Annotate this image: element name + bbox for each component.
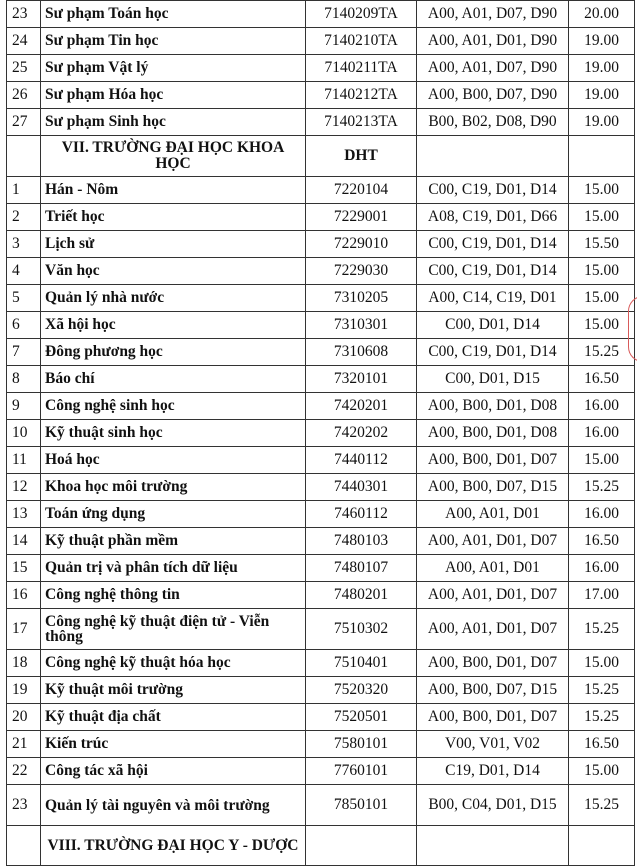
code-cell: 7310301 — [306, 312, 417, 339]
code-cell: 7760101 — [306, 758, 417, 785]
score-cell: 16.00 — [569, 393, 635, 420]
subject-combo-cell: C00, C19, D01, D14 — [417, 231, 569, 258]
score-cell: 19.00 — [569, 55, 635, 82]
stt-cell: 1 — [7, 177, 41, 204]
code-cell: 7140212TA — [306, 82, 417, 109]
subject-combo-cell: A00, B00, D01, D07 — [417, 447, 569, 474]
table-row — [7, 177, 635, 204]
code-cell: 7580101 — [306, 731, 417, 758]
score-cell: 19.00 — [569, 109, 635, 136]
table-row — [7, 312, 635, 339]
subject-combo-cell: C00, D01, D15 — [417, 366, 569, 393]
table-row — [7, 231, 635, 258]
stt-cell: 27 — [7, 109, 41, 136]
name-cell: Quản lý nhà nước — [41, 285, 306, 312]
code-cell: 7420202 — [306, 420, 417, 447]
subject-combo-cell: C00, D01, D14 — [417, 312, 569, 339]
table-row — [7, 677, 635, 704]
name-cell: Kỹ thuật môi trường — [41, 677, 306, 704]
name-cell: Kiến trúc — [41, 731, 306, 758]
subject-combo-cell: A00, A01, D01, D90 — [417, 28, 569, 55]
subject-combo-cell: B00, B02, D08, D90 — [417, 109, 569, 136]
table-row — [7, 204, 635, 231]
stt-cell: 25 — [7, 55, 41, 82]
table-row — [7, 501, 635, 528]
code-cell — [306, 826, 417, 866]
stt-cell: 26 — [7, 82, 41, 109]
table-row — [7, 731, 635, 758]
stt-cell: 15 — [7, 555, 41, 582]
stt-cell: 23 — [7, 785, 41, 826]
score-cell: 15.00 — [569, 312, 635, 339]
score-cell: 15.25 — [569, 785, 635, 826]
code-cell: 7140210TA — [306, 28, 417, 55]
subject-combo-cell: A00, A01, D07, D90 — [417, 1, 569, 28]
subject-combo-cell: C00, C19, D01, D14 — [417, 177, 569, 204]
name-cell: Toán ứng dụng — [41, 501, 306, 528]
table-row — [7, 82, 635, 109]
stt-cell: 14 — [7, 528, 41, 555]
stt-cell: 13 — [7, 501, 41, 528]
subject-combo-cell: A00, B00, D07, D15 — [417, 474, 569, 501]
name-cell: Công tác xã hội — [41, 758, 306, 785]
stt-cell: 11 — [7, 447, 41, 474]
name-cell: Lịch sử — [41, 231, 306, 258]
score-cell: 17.00 — [569, 582, 635, 609]
name-cell: Văn học — [41, 258, 306, 285]
score-cell: 19.00 — [569, 28, 635, 55]
name-cell: Công nghệ thông tin — [41, 582, 306, 609]
table-row — [7, 1, 635, 28]
subject-combo-cell — [417, 136, 569, 177]
code-cell: 7310205 — [306, 285, 417, 312]
stt-cell: 19 — [7, 677, 41, 704]
stt-cell: 12 — [7, 474, 41, 501]
code-cell: 7220104 — [306, 177, 417, 204]
score-cell: 16.50 — [569, 366, 635, 393]
code-cell: 7480103 — [306, 528, 417, 555]
code-cell: 7229010 — [306, 231, 417, 258]
score-cell: 15.00 — [569, 758, 635, 785]
score-cell: 16.50 — [569, 528, 635, 555]
name-cell: Đông phương học — [41, 339, 306, 366]
score-cell: 15.00 — [569, 204, 635, 231]
code-cell: 7140211TA — [306, 55, 417, 82]
code-cell: 7140213TA — [306, 109, 417, 136]
table-row — [7, 109, 635, 136]
score-cell: 15.25 — [569, 339, 635, 366]
score-cell: 16.00 — [569, 555, 635, 582]
name-cell: Báo chí — [41, 366, 306, 393]
code-cell: 7480107 — [306, 555, 417, 582]
table-row — [7, 650, 635, 677]
subject-combo-cell: A00, B00, D01, D07 — [417, 650, 569, 677]
score-cell: 15.00 — [569, 285, 635, 312]
table-row — [7, 609, 635, 650]
score-cell: 15.25 — [569, 474, 635, 501]
stt-cell: 2 — [7, 204, 41, 231]
table-row — [7, 55, 635, 82]
table-row — [7, 28, 635, 55]
stt-cell: 6 — [7, 312, 41, 339]
score-cell: 15.00 — [569, 258, 635, 285]
name-cell: Sư phạm Sinh học — [41, 109, 306, 136]
table-row — [7, 285, 635, 312]
name-cell: Công nghệ kỹ thuật điện tử - Viễn thông — [41, 609, 306, 650]
table-row — [7, 704, 635, 731]
table-row — [7, 528, 635, 555]
score-cell: 15.25 — [569, 609, 635, 650]
code-cell: 7460112 — [306, 501, 417, 528]
stt-cell: 24 — [7, 28, 41, 55]
name-cell: Kỹ thuật phần mềm — [41, 528, 306, 555]
subject-combo-cell: C00, C19, D01, D14 — [417, 258, 569, 285]
subject-combo-cell: A00, A01, D07, D90 — [417, 55, 569, 82]
subject-combo-cell: A00, B00, D07, D15 — [417, 677, 569, 704]
score-cell: 15.25 — [569, 704, 635, 731]
code-cell: 7320101 — [306, 366, 417, 393]
score-cell: 16.00 — [569, 501, 635, 528]
stt-cell: 8 — [7, 366, 41, 393]
table-body — [7, 1, 635, 866]
table-row — [7, 474, 635, 501]
name-cell: Sư phạm Hóa học — [41, 82, 306, 109]
score-cell — [569, 826, 635, 866]
name-cell: Sư phạm Vật lý — [41, 55, 306, 82]
name-cell: Kỹ thuật địa chất — [41, 704, 306, 731]
score-cell: 15.25 — [569, 677, 635, 704]
stt-cell: 23 — [7, 1, 41, 28]
section-header-row — [7, 136, 635, 177]
name-cell: Triết học — [41, 204, 306, 231]
table-row — [7, 339, 635, 366]
subject-combo-cell: A00, A01, D01, D07 — [417, 582, 569, 609]
code-cell: 7480201 — [306, 582, 417, 609]
name-cell: Sư phạm Toán học — [41, 1, 306, 28]
table-row — [7, 447, 635, 474]
stt-cell: 4 — [7, 258, 41, 285]
name-cell: Quản trị và phân tích dữ liệu — [41, 555, 306, 582]
subject-combo-cell: A08, C19, D01, D66 — [417, 204, 569, 231]
code-cell: 7520320 — [306, 677, 417, 704]
subject-combo-cell: A00, B00, D07, D90 — [417, 82, 569, 109]
stt-cell: 7 — [7, 339, 41, 366]
subject-combo-cell: A00, A01, D01, D07 — [417, 609, 569, 650]
subject-combo-cell: V00, V01, V02 — [417, 731, 569, 758]
subject-combo-cell: A00, A01, D01 — [417, 501, 569, 528]
score-cell: 15.00 — [569, 447, 635, 474]
table-row — [7, 420, 635, 447]
subject-combo-cell: C00, C19, D01, D14 — [417, 339, 569, 366]
score-cell — [569, 136, 635, 177]
code-cell: 7510401 — [306, 650, 417, 677]
subject-combo-cell: A00, B00, D01, D08 — [417, 393, 569, 420]
stt-cell: 9 — [7, 393, 41, 420]
table-row — [7, 258, 635, 285]
name-cell: VII. TRƯỜNG ĐẠI HỌC KHOA HỌC — [41, 136, 306, 177]
subject-combo-cell: A00, A01, D01 — [417, 555, 569, 582]
stt-cell: 5 — [7, 285, 41, 312]
score-cell: 15.00 — [569, 650, 635, 677]
score-cell: 19.00 — [569, 82, 635, 109]
stt-cell: 3 — [7, 231, 41, 258]
stt-cell — [7, 826, 41, 866]
score-cell: 16.50 — [569, 731, 635, 758]
name-cell: Công nghệ sinh học — [41, 393, 306, 420]
name-cell: Xã hội học — [41, 312, 306, 339]
table-row — [7, 785, 635, 826]
subject-combo-cell: A00, B00, D01, D08 — [417, 420, 569, 447]
stt-cell: 10 — [7, 420, 41, 447]
admission-score-table — [6, 0, 635, 866]
score-cell: 15.50 — [569, 231, 635, 258]
code-cell: 7440112 — [306, 447, 417, 474]
score-cell: 15.00 — [569, 177, 635, 204]
name-cell: VIII. TRƯỜNG ĐẠI HỌC Y - DƯỢC — [41, 826, 306, 866]
name-cell: Hoá học — [41, 447, 306, 474]
code-cell: 7440301 — [306, 474, 417, 501]
code-cell: 7310608 — [306, 339, 417, 366]
code-cell: 7510302 — [306, 609, 417, 650]
score-cell: 20.00 — [569, 1, 635, 28]
name-cell: Kỹ thuật sinh học — [41, 420, 306, 447]
subject-combo-cell: A00, B00, D01, D07 — [417, 704, 569, 731]
score-cell: 16.00 — [569, 420, 635, 447]
table-row — [7, 366, 635, 393]
code-cell: 7850101 — [306, 785, 417, 826]
table-row — [7, 582, 635, 609]
subject-combo-cell — [417, 826, 569, 866]
stt-cell: 21 — [7, 731, 41, 758]
stt-cell: 18 — [7, 650, 41, 677]
name-cell: Sư phạm Tin học — [41, 28, 306, 55]
name-cell: Quản lý tài nguyên và môi trường — [41, 785, 306, 826]
code-cell: DHT — [306, 136, 417, 177]
table-row — [7, 555, 635, 582]
name-cell: Công nghệ kỹ thuật hóa học — [41, 650, 306, 677]
code-cell: 7420201 — [306, 393, 417, 420]
code-cell: 7140209TA — [306, 1, 417, 28]
stt-cell: 17 — [7, 609, 41, 650]
subject-combo-cell: C19, D01, D14 — [417, 758, 569, 785]
table-row — [7, 758, 635, 785]
code-cell: 7520501 — [306, 704, 417, 731]
red-stamp-edge — [628, 296, 637, 362]
code-cell: 7229001 — [306, 204, 417, 231]
code-cell: 7229030 — [306, 258, 417, 285]
section-header-row — [7, 826, 635, 866]
subject-combo-cell: A00, C14, C19, D01 — [417, 285, 569, 312]
stt-cell: 22 — [7, 758, 41, 785]
name-cell: Hán - Nôm — [41, 177, 306, 204]
stt-cell: 20 — [7, 704, 41, 731]
stt-cell — [7, 136, 41, 177]
subject-combo-cell: B00, C04, D01, D15 — [417, 785, 569, 826]
name-cell: Khoa học môi trường — [41, 474, 306, 501]
table-row — [7, 393, 635, 420]
subject-combo-cell: A00, A01, D01, D07 — [417, 528, 569, 555]
stt-cell: 16 — [7, 582, 41, 609]
